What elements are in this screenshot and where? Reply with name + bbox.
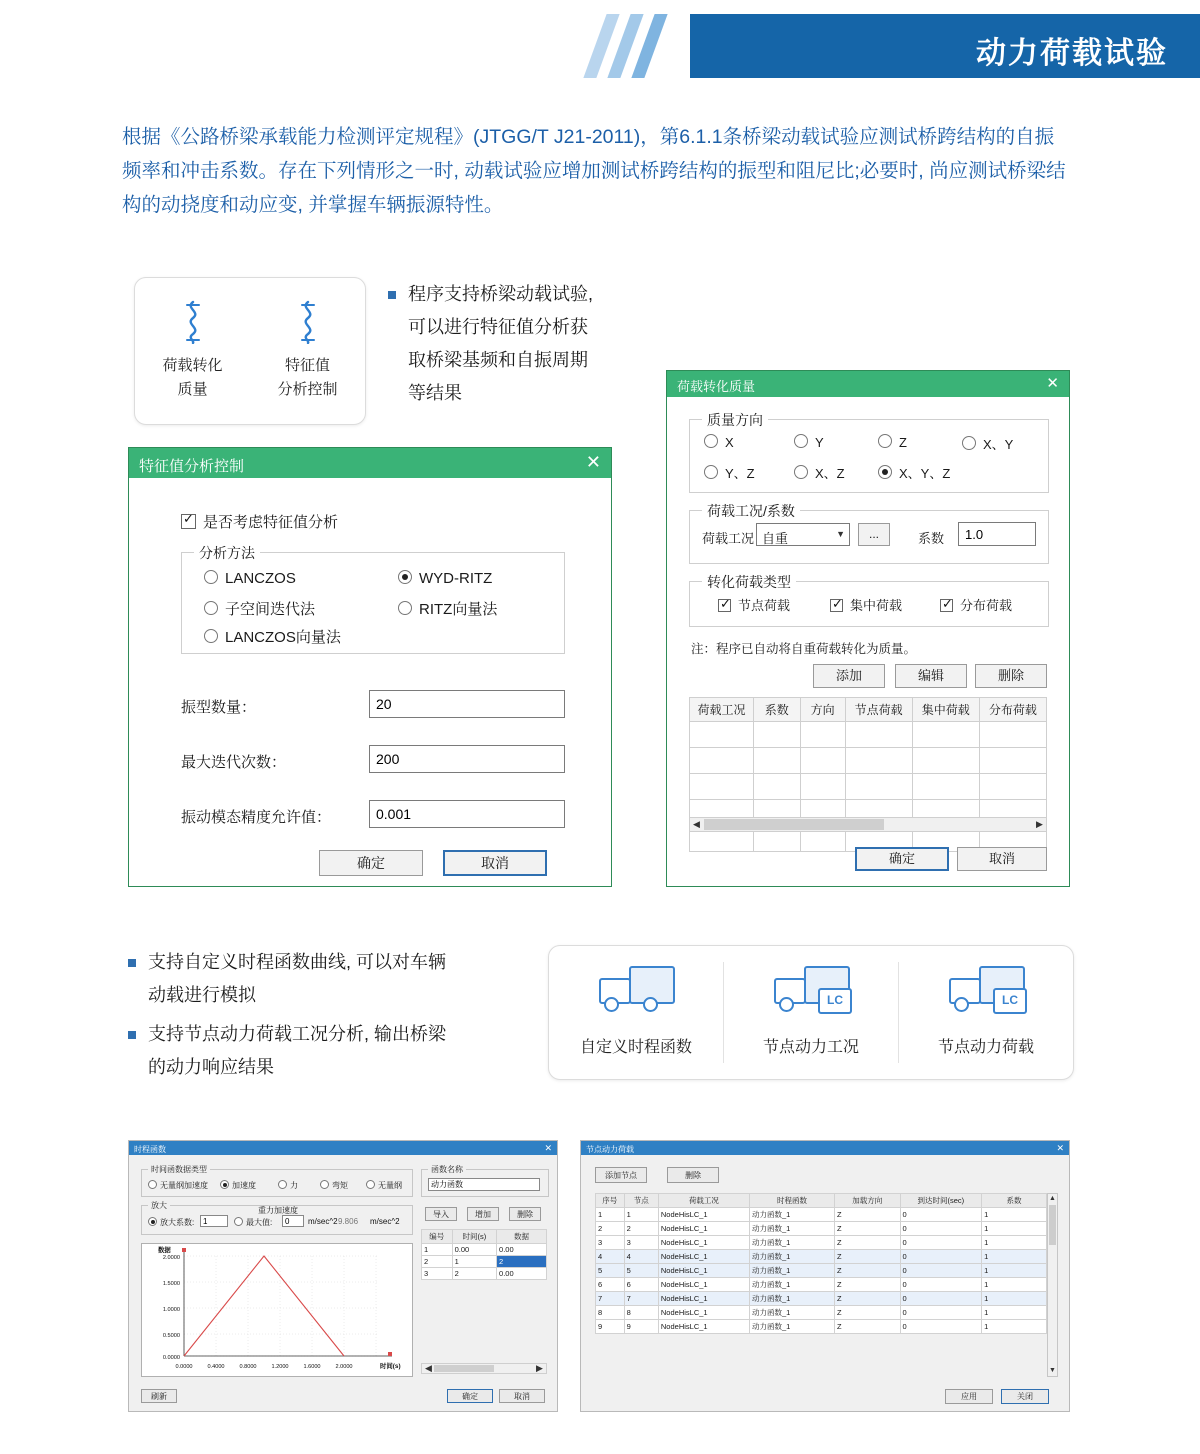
scroll-right-icon[interactable]: ▶ xyxy=(536,1363,543,1373)
radio-icon xyxy=(962,436,976,450)
table-row[interactable]: 3 2 0.00 xyxy=(422,1268,547,1280)
scroll-up-icon[interactable]: ▲ xyxy=(1049,1195,1056,1202)
bullet-list-top xyxy=(388,278,648,410)
feature-card-label-2-line2: 分析控制 xyxy=(277,381,338,398)
truck-lc-icon: LC xyxy=(899,966,1073,1017)
svg-text:2.0000: 2.0000 xyxy=(335,1364,353,1370)
table-header-row xyxy=(422,1230,547,1244)
tolerance-input[interactable] xyxy=(369,800,565,828)
data-table-hscrollbar[interactable] xyxy=(421,1363,547,1374)
table-header-row xyxy=(690,698,1047,722)
mode-count-label: 振型数量： xyxy=(181,699,257,716)
table-row[interactable]: 1 0.00 0.00 xyxy=(422,1244,547,1256)
feature-card-label-1 xyxy=(135,354,250,402)
table-row[interactable] xyxy=(690,774,1047,800)
direction-radio-yz[interactable]: Y、Z xyxy=(704,463,755,482)
window-title: 节点动力荷载 xyxy=(586,1145,634,1154)
table-row[interactable]: 6 6 NodeHisLC_1 动力函数_1 Z 0 1 xyxy=(596,1278,1047,1292)
load-case-group xyxy=(689,503,1049,564)
type-checkbox-concentrated[interactable]: ✓ 集中荷载 xyxy=(830,595,902,614)
table-row[interactable]: 5 5 NodeHisLC_1 动力函数_1 Z 0 1 xyxy=(596,1264,1047,1278)
table-header-cell: 荷载工况 xyxy=(658,1194,749,1208)
radio-icon xyxy=(878,434,892,448)
mass-direction-group xyxy=(689,412,1049,493)
time-history-data-table xyxy=(421,1229,547,1280)
svg-text:0.0000: 0.0000 xyxy=(175,1364,193,1370)
list-item: 等结果 xyxy=(408,383,462,403)
chevron-down-icon: ▼ xyxy=(836,529,845,539)
dialog-titlebar xyxy=(129,448,611,478)
method-radio-subspace[interactable]: 子空间迭代法 xyxy=(204,598,315,619)
table-header-cell: 方向 xyxy=(800,698,845,722)
import-button[interactable]: 导入 xyxy=(425,1207,457,1221)
feature-row-label-1: 自定义时程函数 xyxy=(579,1039,692,1056)
svg-text:0.4000: 0.4000 xyxy=(207,1364,225,1370)
feature-card-label-1-line1: 荷载转化 xyxy=(162,357,223,374)
scroll-down-icon[interactable]: ▼ xyxy=(1049,1367,1056,1374)
feature-card-row xyxy=(548,945,1074,1080)
page-header xyxy=(0,0,1200,92)
scale-unit-2: m/sec^2 xyxy=(370,1217,400,1226)
direction-radio-z[interactable]: Z xyxy=(878,434,907,450)
window-titlebar xyxy=(581,1141,1069,1155)
method-radio-ritz-vector[interactable]: RITZ向量法 xyxy=(398,598,497,619)
radio-icon xyxy=(204,601,218,615)
intro-paragraph: 根据《公路桥梁承载能力检测评定规程》(JTGG/T J21-2011)，第6.1.1条桥梁动载试验应测试桥跨结构的自振频率和冲击系数。存在下列情形之一时, 动载试验应增加测试桥跨结构的振型和阻尼比;必要时, 尚应测试桥梁结构的动挠度和动应变, 并掌握车辆振源特性。 xyxy=(122,126,1066,216)
load-to-mass-dialog xyxy=(666,370,1070,887)
scale-group xyxy=(141,1201,413,1235)
max-iteration-input[interactable] xyxy=(369,745,565,773)
table-header-cell: 节点荷载 xyxy=(845,698,912,722)
load-case-label: 荷载工况 xyxy=(702,531,755,546)
svg-text:1.0000: 1.0000 xyxy=(162,1307,180,1313)
window-title: 时程函数 xyxy=(134,1145,166,1154)
method-radio-wyd-ritz[interactable]: WYD-RITZ xyxy=(398,570,492,587)
table-header-cell: 系数 xyxy=(753,698,800,722)
svg-text:1.5000: 1.5000 xyxy=(162,1281,180,1287)
scroll-left-icon[interactable]: ◀ xyxy=(693,819,700,829)
svg-text:时间(s): 时间(s) xyxy=(380,1363,401,1370)
feature-card-item-1 xyxy=(135,278,250,424)
scale-radio-max[interactable]: 最大值: xyxy=(234,1217,272,1228)
dialog-title: 荷载转化质量 xyxy=(677,379,756,394)
table-header-cell: 系数 xyxy=(982,1194,1047,1208)
table-row[interactable]: 2 2 NodeHisLC_1 动力函数_1 Z 0 1 xyxy=(596,1222,1047,1236)
time-history-function-window xyxy=(128,1140,558,1412)
table-header-cell: 数据 xyxy=(497,1230,547,1244)
table-header-cell: 时间(s) xyxy=(452,1230,496,1244)
table-row[interactable]: 8 8 NodeHisLC_1 动力函数_1 Z 0 1 xyxy=(596,1306,1047,1320)
feature-card-label-2-line1: 特征值 xyxy=(284,357,330,374)
cancel-button[interactable]: 取消 xyxy=(443,850,547,876)
table-header-cell: 节点 xyxy=(624,1194,658,1208)
direction-radio-xyz[interactable]: X、Y、Z xyxy=(878,463,950,482)
feature-card-label-1-line2: 质量 xyxy=(177,381,208,398)
close-button[interactable]: 关闭 xyxy=(1001,1389,1049,1404)
close-icon[interactable]: ✕ xyxy=(585,452,601,472)
coefficient-label: 系数 xyxy=(918,531,945,546)
radio-icon xyxy=(148,1180,157,1189)
radio-icon xyxy=(366,1180,375,1189)
truck-icon xyxy=(549,966,723,1017)
table-row[interactable]: 1 1 NodeHisLC_1 动力函数_1 Z 0 1 xyxy=(596,1208,1047,1222)
radio-icon xyxy=(204,629,218,643)
header-slash-decoration xyxy=(570,14,690,78)
converted-load-type-group xyxy=(689,574,1049,627)
scale-unit-1: m/sec^2 xyxy=(308,1217,338,1226)
table-header-cell: 编号 xyxy=(422,1230,453,1244)
radio-icon xyxy=(220,1180,229,1189)
table-header-cell: 分布荷载 xyxy=(979,698,1046,722)
gravity-label: 重力加速度 xyxy=(258,1206,298,1215)
direction-radio-x[interactable]: X xyxy=(704,434,734,450)
radio-icon xyxy=(320,1180,329,1189)
scroll-right-icon[interactable]: ▶ xyxy=(1036,819,1043,829)
cancel-button[interactable]: 取消 xyxy=(499,1389,545,1403)
radio-icon xyxy=(204,570,218,584)
add-node-button[interactable]: 添加节点 xyxy=(595,1167,647,1183)
load-conversion-mass-icon xyxy=(135,300,250,352)
table-header-cell: 集中荷载 xyxy=(912,698,979,722)
ok-button[interactable]: 确定 xyxy=(447,1389,493,1403)
svg-text:2.0000: 2.0000 xyxy=(162,1255,180,1261)
radio-icon xyxy=(794,465,808,479)
table-row[interactable]: 4 4 NodeHisLC_1 动力函数_1 Z 0 1 xyxy=(596,1250,1047,1264)
checkbox-icon xyxy=(830,599,843,612)
type-radio-force[interactable]: 力 xyxy=(278,1180,298,1191)
direction-radio-xz[interactable]: X、Z xyxy=(794,463,845,482)
table-header-cell: 加载方向 xyxy=(835,1194,901,1208)
radio-icon xyxy=(704,434,718,448)
table-row[interactable]: 3 3 NodeHisLC_1 动力函数_1 Z 0 1 xyxy=(596,1236,1047,1250)
refresh-button[interactable]: 刷新 xyxy=(141,1389,177,1403)
window-titlebar xyxy=(129,1141,557,1155)
table-header-cell: 荷载工况 xyxy=(690,698,754,722)
feature-row-label-3: 节点动力荷载 xyxy=(937,1039,1034,1056)
enable-eigen-label: 是否考虑特征值分析 xyxy=(203,514,339,531)
group-legend: 分析方法 xyxy=(194,543,260,563)
delete-button[interactable]: 删除 xyxy=(975,664,1047,688)
node-dynamic-load-window xyxy=(580,1140,1070,1412)
scale-factor-input[interactable] xyxy=(200,1215,228,1227)
svg-text:1.2000: 1.2000 xyxy=(271,1364,289,1370)
dialog-titlebar xyxy=(667,371,1069,397)
truck-lc-icon: LC xyxy=(724,966,898,1017)
table-header-cell: 到达时间(sec) xyxy=(900,1194,982,1208)
svg-text:0.8000: 0.8000 xyxy=(239,1364,257,1370)
list-item: 的动力响应结果 xyxy=(148,1057,274,1077)
direction-radio-y[interactable]: Y xyxy=(794,434,824,450)
ok-button[interactable]: 确定 xyxy=(319,850,423,876)
dialog-title: 特征值分析控制 xyxy=(139,458,245,475)
close-icon[interactable]: ✕ xyxy=(1046,375,1059,392)
svg-text:0.5000: 0.5000 xyxy=(162,1333,180,1339)
group-legend: 荷载工况/系数 xyxy=(702,501,800,521)
feature-icon-card xyxy=(134,277,366,425)
eigenvalue-analysis-dialog xyxy=(128,447,612,887)
add-row-button[interactable]: 增加 xyxy=(467,1207,499,1221)
checkbox-icon xyxy=(181,514,196,529)
coefficient-input[interactable] xyxy=(958,522,1036,546)
direction-radio-xy[interactable]: X、Y xyxy=(962,434,1013,453)
chart-svg xyxy=(142,1244,410,1374)
radio-icon xyxy=(878,465,892,479)
eigenvalue-analysis-icon xyxy=(250,300,365,352)
feature-row-item-3 xyxy=(899,946,1073,1079)
radio-icon xyxy=(234,1217,243,1226)
list-item: 可以进行特征值分析获 xyxy=(408,317,588,337)
type-checkbox-distributed[interactable]: ✓ 分布荷载 xyxy=(940,595,1012,614)
svg-text:0.0000: 0.0000 xyxy=(162,1355,180,1361)
analysis-method-group xyxy=(181,545,565,654)
list-item: 程序支持桥梁动载试验, xyxy=(388,278,648,311)
radio-icon xyxy=(278,1180,287,1189)
scroll-left-icon[interactable]: ◀ xyxy=(425,1363,432,1373)
table-row[interactable] xyxy=(690,722,1047,748)
load-case-value: 自重 xyxy=(762,531,789,546)
feature-row-item-1 xyxy=(549,946,723,1079)
load-case-browse-button[interactable]: ... xyxy=(858,523,890,546)
table-row[interactable]: 7 7 NodeHisLC_1 动力函数_1 Z 0 1 xyxy=(596,1292,1047,1306)
radio-icon xyxy=(794,434,808,448)
delete-button[interactable]: 删除 xyxy=(667,1167,719,1183)
feature-row-item-2 xyxy=(724,946,898,1079)
add-button[interactable]: 添加 xyxy=(813,664,885,688)
time-history-chart xyxy=(141,1243,413,1377)
table-header-cell: 序号 xyxy=(596,1194,625,1208)
tolerance-label: 振动模态精度允许值： xyxy=(181,809,332,826)
method-radio-lanczos-vector[interactable]: LANCZOS向量法 xyxy=(204,626,341,647)
cancel-button[interactable]: 取消 xyxy=(957,847,1047,871)
node-dynamic-load-table xyxy=(595,1193,1047,1334)
feature-card-label-2 xyxy=(250,354,365,402)
table-row[interactable] xyxy=(690,748,1047,774)
close-icon[interactable]: ✕ xyxy=(544,1143,552,1153)
type-radio-moment[interactable]: 弯矩 xyxy=(320,1180,348,1191)
list-item: 支持自定义时程函数曲线, 可以对车辆 xyxy=(128,946,548,979)
group-legend: 转化荷载类型 xyxy=(702,572,796,592)
list-item: 动载进行模拟 xyxy=(148,985,256,1005)
table-vertical-scrollbar[interactable] xyxy=(1047,1193,1058,1377)
list-item: 取桥梁基频和自振周期 xyxy=(408,350,588,370)
enable-eigen-checkbox[interactable] xyxy=(181,511,338,532)
page-title: 动力荷载试验 xyxy=(976,37,1168,70)
group-legend: 质量方向 xyxy=(702,410,768,430)
feature-card-item-2 xyxy=(250,278,365,424)
group-legend: 时间函数据类型 xyxy=(148,1164,210,1175)
radio-icon xyxy=(398,601,412,615)
checkbox-icon xyxy=(940,599,953,612)
scale-radio-factor[interactable]: 放大系数: xyxy=(148,1217,194,1228)
bullet-list-bottom xyxy=(128,946,548,1084)
function-name-input[interactable] xyxy=(428,1178,540,1191)
scale-max-input[interactable] xyxy=(282,1215,304,1227)
feature-row-label-2: 节点动力工况 xyxy=(762,1039,859,1056)
table-header-cell: 时程函数 xyxy=(750,1194,835,1208)
function-name-group xyxy=(421,1165,549,1197)
mode-count-input[interactable] xyxy=(369,690,565,718)
type-radio-dimensionless-accel[interactable]: 无量纲加速度 xyxy=(148,1180,208,1191)
svg-text:数据: 数据 xyxy=(158,1247,171,1254)
table-horizontal-scrollbar[interactable] xyxy=(689,817,1047,832)
close-icon[interactable]: ✕ xyxy=(1056,1143,1064,1153)
table-header-row xyxy=(596,1194,1047,1208)
mass-note: 注：程序已自动将自重荷载转化为质量。 xyxy=(691,642,917,656)
checkbox-icon xyxy=(718,599,731,612)
table-row[interactable]: 9 9 NodeHisLC_1 动力函数_1 Z 0 1 xyxy=(596,1320,1047,1334)
delete-row-button[interactable]: 删除 xyxy=(509,1207,541,1221)
gravity-value: 9.806 xyxy=(338,1217,359,1226)
group-legend: 放大 xyxy=(148,1200,170,1211)
group-legend: 函数名称 xyxy=(428,1164,466,1175)
list-item: 支持节点动力荷载工况分析, 输出桥梁 xyxy=(128,1018,548,1051)
type-checkbox-node[interactable]: ✓节点荷载 xyxy=(718,595,790,614)
apply-button[interactable]: 应用 xyxy=(945,1389,993,1404)
radio-icon xyxy=(704,465,718,479)
load-case-select[interactable] xyxy=(756,523,850,546)
time-function-type-group xyxy=(141,1165,413,1197)
table-row[interactable]: 2 1 2 xyxy=(422,1256,547,1268)
max-iteration-label: 最大迭代次数： xyxy=(181,754,287,771)
radio-icon xyxy=(148,1217,157,1226)
edit-button[interactable]: 编辑 xyxy=(895,664,967,688)
method-radio-lanczos[interactable]: LANCZOS xyxy=(204,570,296,587)
radio-icon xyxy=(398,570,412,584)
type-radio-accel[interactable]: 加速度 xyxy=(220,1180,256,1191)
svg-text:1.6000: 1.6000 xyxy=(303,1364,321,1370)
ok-button[interactable]: 确定 xyxy=(855,847,949,871)
type-radio-dimensionless[interactable]: 无量纲 xyxy=(366,1180,402,1191)
